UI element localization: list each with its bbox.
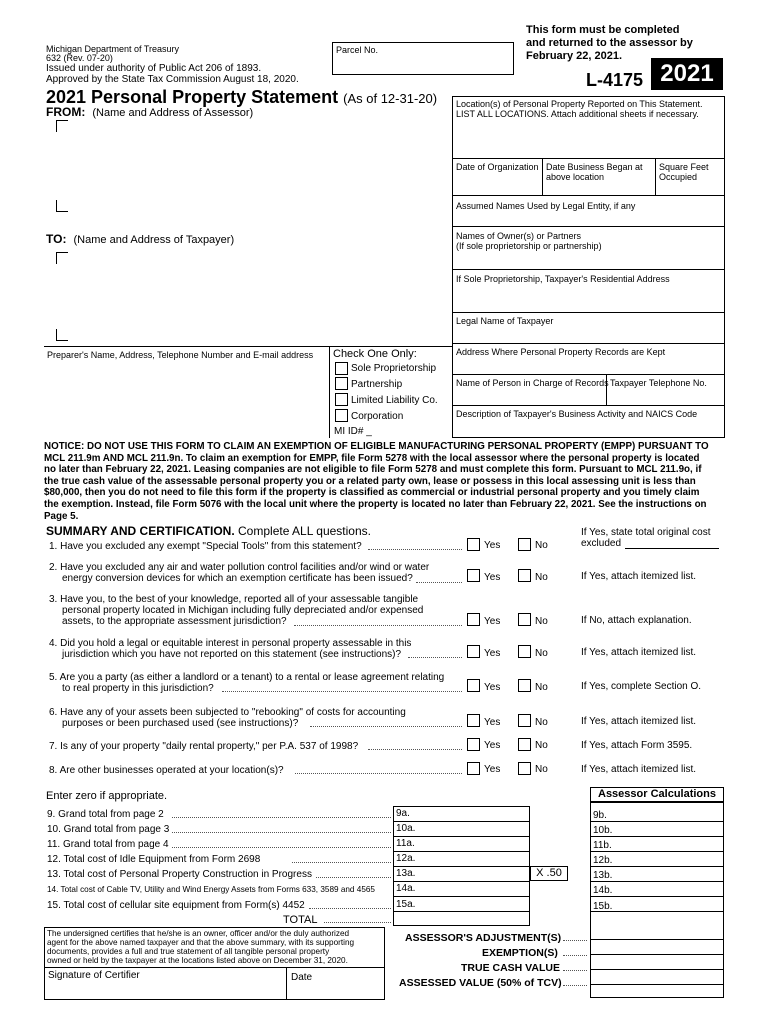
total-label: TOTAL (283, 914, 318, 926)
divider (452, 405, 725, 406)
leader-dots (563, 985, 587, 986)
sole-proprietorship-checkbox[interactable] (335, 362, 348, 375)
question-3: 3. Have you, to the best of your knowledge, reported all of your assessable tangible personal property located in Michigan including fully depreciated and/or expensed assets, to the appropriate assessment jurisdiction? (49, 594, 424, 627)
yes-label: Yes (484, 764, 501, 775)
row-14-label: 14. Total cost of Cable TV, Utility and Wind Energy Assets from Forms 633, 3589 and 4565 (47, 885, 375, 894)
signature-field[interactable]: Signature of Certifier (48, 970, 140, 981)
entity-label: Partnership (351, 379, 403, 390)
person-in-charge-label: Name of Person in Charge of Records (456, 378, 609, 388)
divider (393, 866, 530, 867)
entity-label: Corporation (351, 411, 404, 422)
q1-side-note: If Yes, state total original cost excluded (581, 527, 711, 549)
divider (655, 158, 656, 195)
divider (590, 954, 724, 955)
question-5: 5. Are you a party (as either a landlord or a tenant) to a rental or lease agreement relating to real property in this jurisdiction? (49, 672, 445, 694)
yes-label: Yes (484, 717, 501, 728)
leader-dots (294, 625, 462, 626)
authority-line: Issued under authority of Public Act 206 of 1893. (46, 63, 262, 74)
leader-dots (172, 832, 391, 833)
q4-yes-checkbox[interactable] (467, 645, 480, 658)
q8-yes-checkbox[interactable] (467, 762, 480, 775)
no-label: No (535, 764, 548, 775)
divider (452, 226, 725, 227)
divider (393, 821, 530, 822)
yes-label: Yes (484, 572, 501, 583)
divider (452, 158, 725, 159)
entity-label: Sole Proprietorship (351, 363, 437, 374)
assessor-adjustments-label: ASSESSOR'S ADJUSTMENT(S) (405, 932, 562, 944)
q2-side-note: If Yes, attach itemized list. (581, 571, 697, 582)
row-15-assessor[interactable]: 15b. (593, 901, 613, 912)
divider (590, 896, 724, 897)
row-12-box[interactable]: 12a. (396, 853, 416, 864)
divider (286, 967, 287, 1000)
divider (590, 851, 724, 852)
divider (393, 836, 530, 837)
q3-no-checkbox[interactable] (518, 613, 531, 626)
divider (452, 343, 725, 344)
q4-side-note: If Yes, attach itemized list. (581, 647, 697, 658)
locations-label: Location(s) of Personal Property Reported on This Statement. LIST ALL LOCATIONS. Attach additional sheets if necessary. (456, 99, 703, 119)
page-title: 2021 Personal Property Statement (As of 12-31-20) (46, 87, 438, 107)
address-bracket-top-left (56, 120, 68, 132)
title-as-of: (As of 12-31-20) (343, 91, 438, 106)
row-15-box[interactable]: 15a. (396, 899, 416, 910)
divider (393, 881, 530, 882)
legal-name-label: Legal Name of Taxpayer (456, 316, 554, 326)
q1-no-checkbox[interactable] (518, 538, 531, 551)
divider (393, 851, 530, 852)
row-13-assessor[interactable]: 13b. (593, 870, 613, 881)
q2-yes-checkbox[interactable] (467, 569, 480, 582)
q7-no-checkbox[interactable] (518, 738, 531, 751)
row-13-label: 13. Total cost of Personal Property Construction in Progress (47, 869, 312, 880)
row-9-assessor[interactable]: 9b. (593, 810, 607, 821)
year-badge: 2021 (651, 58, 723, 90)
llc-checkbox[interactable] (335, 393, 348, 406)
q2-no-checkbox[interactable] (518, 569, 531, 582)
exemptions-label: EXEMPTION(S) (482, 947, 558, 959)
assessed-value-label: ASSESSED VALUE (50% of TCV) (399, 977, 562, 989)
divider (590, 969, 724, 970)
q6-yes-checkbox[interactable] (467, 714, 480, 727)
enter-zero-note: Enter zero if appropriate. (46, 790, 168, 802)
q5-side-note: If Yes, complete Section O. (581, 681, 702, 692)
business-activity-label: Description of Taxpayer's Business Activity and NAICS Code (456, 409, 698, 419)
row-11-assessor[interactable]: 11b. (593, 840, 612, 851)
row-10-box[interactable]: 10a. (396, 823, 416, 834)
q8-no-checkbox[interactable] (518, 762, 531, 775)
q6-side-note: If Yes, attach itemized list. (581, 716, 697, 727)
leader-dots (309, 908, 391, 909)
divider (329, 346, 330, 438)
q4-no-checkbox[interactable] (518, 645, 531, 658)
agency-name: Michigan Department of Treasury (46, 44, 180, 54)
multiplier: X .50 (530, 866, 568, 881)
leader-dots (368, 749, 462, 750)
excluded-cost-field[interactable] (625, 548, 719, 549)
q3-side-note: If No, attach explanation. (581, 615, 692, 626)
from-section: FROM: (Name and Address of Assessor) (46, 105, 254, 119)
parcel-number-field[interactable] (332, 42, 514, 75)
divider (452, 195, 725, 196)
parcel-label: Parcel No. (336, 45, 379, 55)
question-4: 4. Did you hold a legal or equitable interest in personal property assessable in this jurisdiction which you have not reported on this statement (see instructions)? (49, 638, 412, 660)
row-13-box[interactable]: 13a. (396, 868, 416, 879)
leader-dots (408, 657, 462, 658)
date-organization-label: Date of Organization (456, 162, 539, 172)
q1-yes-checkbox[interactable] (467, 538, 480, 551)
divider (44, 346, 452, 347)
divider (590, 881, 724, 882)
no-label: No (535, 572, 548, 583)
mi-id-field[interactable]: MI ID# _ (334, 426, 372, 437)
q3-yes-checkbox[interactable] (467, 613, 480, 626)
address-bracket-top-left (56, 252, 68, 264)
row-15-label: 15. Total cost of cellular site equipment from Form(s) 4452 (47, 900, 305, 911)
divider (590, 911, 724, 912)
address-bracket-bottom-left (56, 329, 68, 341)
telephone-label: Taxpayer Telephone No. (610, 378, 707, 388)
leader-dots (172, 817, 391, 818)
row-10-assessor[interactable]: 10b. (593, 825, 613, 836)
question-8: 8. Are other businesses operated at your location(s)? (49, 765, 284, 776)
divider (452, 269, 725, 270)
yes-label: Yes (484, 648, 501, 659)
divider (590, 866, 724, 867)
divider (590, 939, 724, 940)
no-label: No (535, 648, 548, 659)
row-11-label: 11. Grand total from page 4 (47, 839, 169, 850)
leader-dots (295, 773, 462, 774)
q8-side-note: If Yes, attach itemized list. (581, 764, 697, 775)
assumed-names-label: Assumed Names Used by Legal Entity, if any (456, 201, 636, 211)
leader-dots (563, 940, 587, 941)
yes-label: Yes (484, 682, 501, 693)
no-label: No (535, 740, 548, 751)
q6-no-checkbox[interactable] (518, 714, 531, 727)
approved-line: Approved by the State Tax Commission August 18, 2020. (46, 74, 299, 85)
yes-label: Yes (484, 740, 501, 751)
records-address-label: Address Where Personal Property Records are Kept (456, 347, 666, 357)
summary-heading: SUMMARY AND CERTIFICATION. Complete ALL questions. (46, 524, 371, 538)
question-6: 6. Have any of your assets been subjected to "rebooking" of costs for accounting purposes or been purchased used (see instructions)? (49, 707, 406, 729)
q7-yes-checkbox[interactable] (467, 738, 480, 751)
divider (590, 984, 724, 985)
divider (542, 158, 543, 195)
yes-label: Yes (484, 540, 501, 551)
leader-dots (292, 862, 391, 863)
divider (393, 911, 530, 912)
divider (44, 967, 385, 968)
row-10-label: 10. Grand total from page 3 (47, 824, 170, 835)
date-field[interactable]: Date (291, 972, 313, 983)
leader-dots (310, 726, 462, 727)
question-2: 2. Have you excluded any air and water pollution control facilities and/or wind or water energy conversion devices for which an exemption certificate has been issued? (49, 562, 430, 584)
corporation-checkbox[interactable] (335, 409, 348, 422)
to-section: TO: (Name and Address of Taxpayer) (46, 232, 235, 246)
empp-notice: NOTICE: DO NOT USE THIS FORM TO CLAIM AN EXEMPTION OF ELIGIBLE MANUFACTURING PERSONAL PROPERTY (EMPP) PURSUANT TO MCL 211.9m AND MCL 211.9n. To claim an exemption for EMPP, file Form 5278 with the local assessor where the personal property is located no later than February 22, 2021. Leasing companies are not eligible to file Form 5278 and must complete this form. Pursuant to MCL 211.9o, if the true cash value of the assessable personal property you or a related party own, lease or possess in this local assessing unit is less than $80,000, then you do not need to file this form if the property is classified as commercial or industrial personal property and you timely claim the exemption. Instead, file Form 5076 with the local unit where the property is located no later than February 22, 2021. See the instructions on Page 5. (44, 441, 709, 522)
row-9-label: 9. Grand total from page 2 (47, 809, 164, 820)
partnership-checkbox[interactable] (335, 377, 348, 390)
deadline-notice: This form must be completed and returned to the assessor by February 22, 2021. (526, 24, 693, 62)
date-began-label: Date Business Began at above location (546, 162, 643, 182)
preparer-label: Preparer's Name, Address, Telephone Number and E-mail address (47, 350, 314, 360)
leader-dots (563, 955, 587, 956)
no-label: No (535, 616, 548, 627)
address-bracket-bottom-left (56, 200, 68, 212)
true-cash-value-label: TRUE CASH VALUE (461, 962, 560, 974)
leader-dots (222, 691, 462, 692)
divider (452, 374, 725, 375)
assessor-calculations-header: Assessor Calculations (590, 787, 724, 802)
row-11-box[interactable]: 11a. (396, 838, 415, 849)
q5-yes-checkbox[interactable] (467, 679, 480, 692)
owners-label: Names of Owner(s) or Partners (If sole proprietorship or partnership) (456, 231, 602, 251)
row-14-assessor[interactable]: 14b. (593, 885, 613, 896)
yes-label: Yes (484, 616, 501, 627)
leader-dots (563, 970, 587, 971)
row-12-label: 12. Total cost of Idle Equipment from Form 2698 (47, 854, 261, 865)
row-9-box[interactable]: 9a. (396, 808, 410, 819)
divider (590, 821, 724, 822)
divider (590, 836, 724, 837)
residential-address-label: If Sole Proprietorship, Taxpayer's Residential Address (456, 274, 670, 284)
no-label: No (535, 540, 548, 551)
question-1: 1. Have you excluded any exempt "Special Tools" from this statement? (49, 541, 362, 552)
leader-dots (416, 582, 462, 583)
leader-dots (368, 549, 462, 550)
leader-dots (316, 877, 391, 878)
no-label: No (535, 682, 548, 693)
divider (393, 896, 530, 897)
leader-dots (172, 847, 391, 848)
question-7: 7. Is any of your property "daily rental property," per P.A. 537 of 1998? (49, 741, 359, 752)
check-one-label: Check One Only: (333, 348, 417, 360)
form-number: L-4175 (586, 70, 644, 90)
certification-text: The undersigned certifies that he/she is an owner, officer and/or the duly authorized agent for the above named taxpayer and that the above summary, with its supporting documents, provides a full and true statement of all tangible personal property owned or held by the taxpayer at the locations listed above on December 31, 2020. (47, 929, 355, 965)
q5-no-checkbox[interactable] (518, 679, 531, 692)
divider (452, 312, 725, 313)
square-feet-label: Square Feet Occupied (659, 162, 709, 182)
entity-label: Limited Liability Co. (351, 395, 438, 406)
no-label: No (535, 717, 548, 728)
q7-side-note: If Yes, attach Form 3595. (581, 740, 693, 751)
form-revision: 632 (Rev. 07-20) (46, 53, 113, 63)
leader-dots (324, 922, 391, 923)
row-12-assessor[interactable]: 12b. (593, 855, 613, 866)
row-14-box[interactable]: 14a. (396, 883, 416, 894)
